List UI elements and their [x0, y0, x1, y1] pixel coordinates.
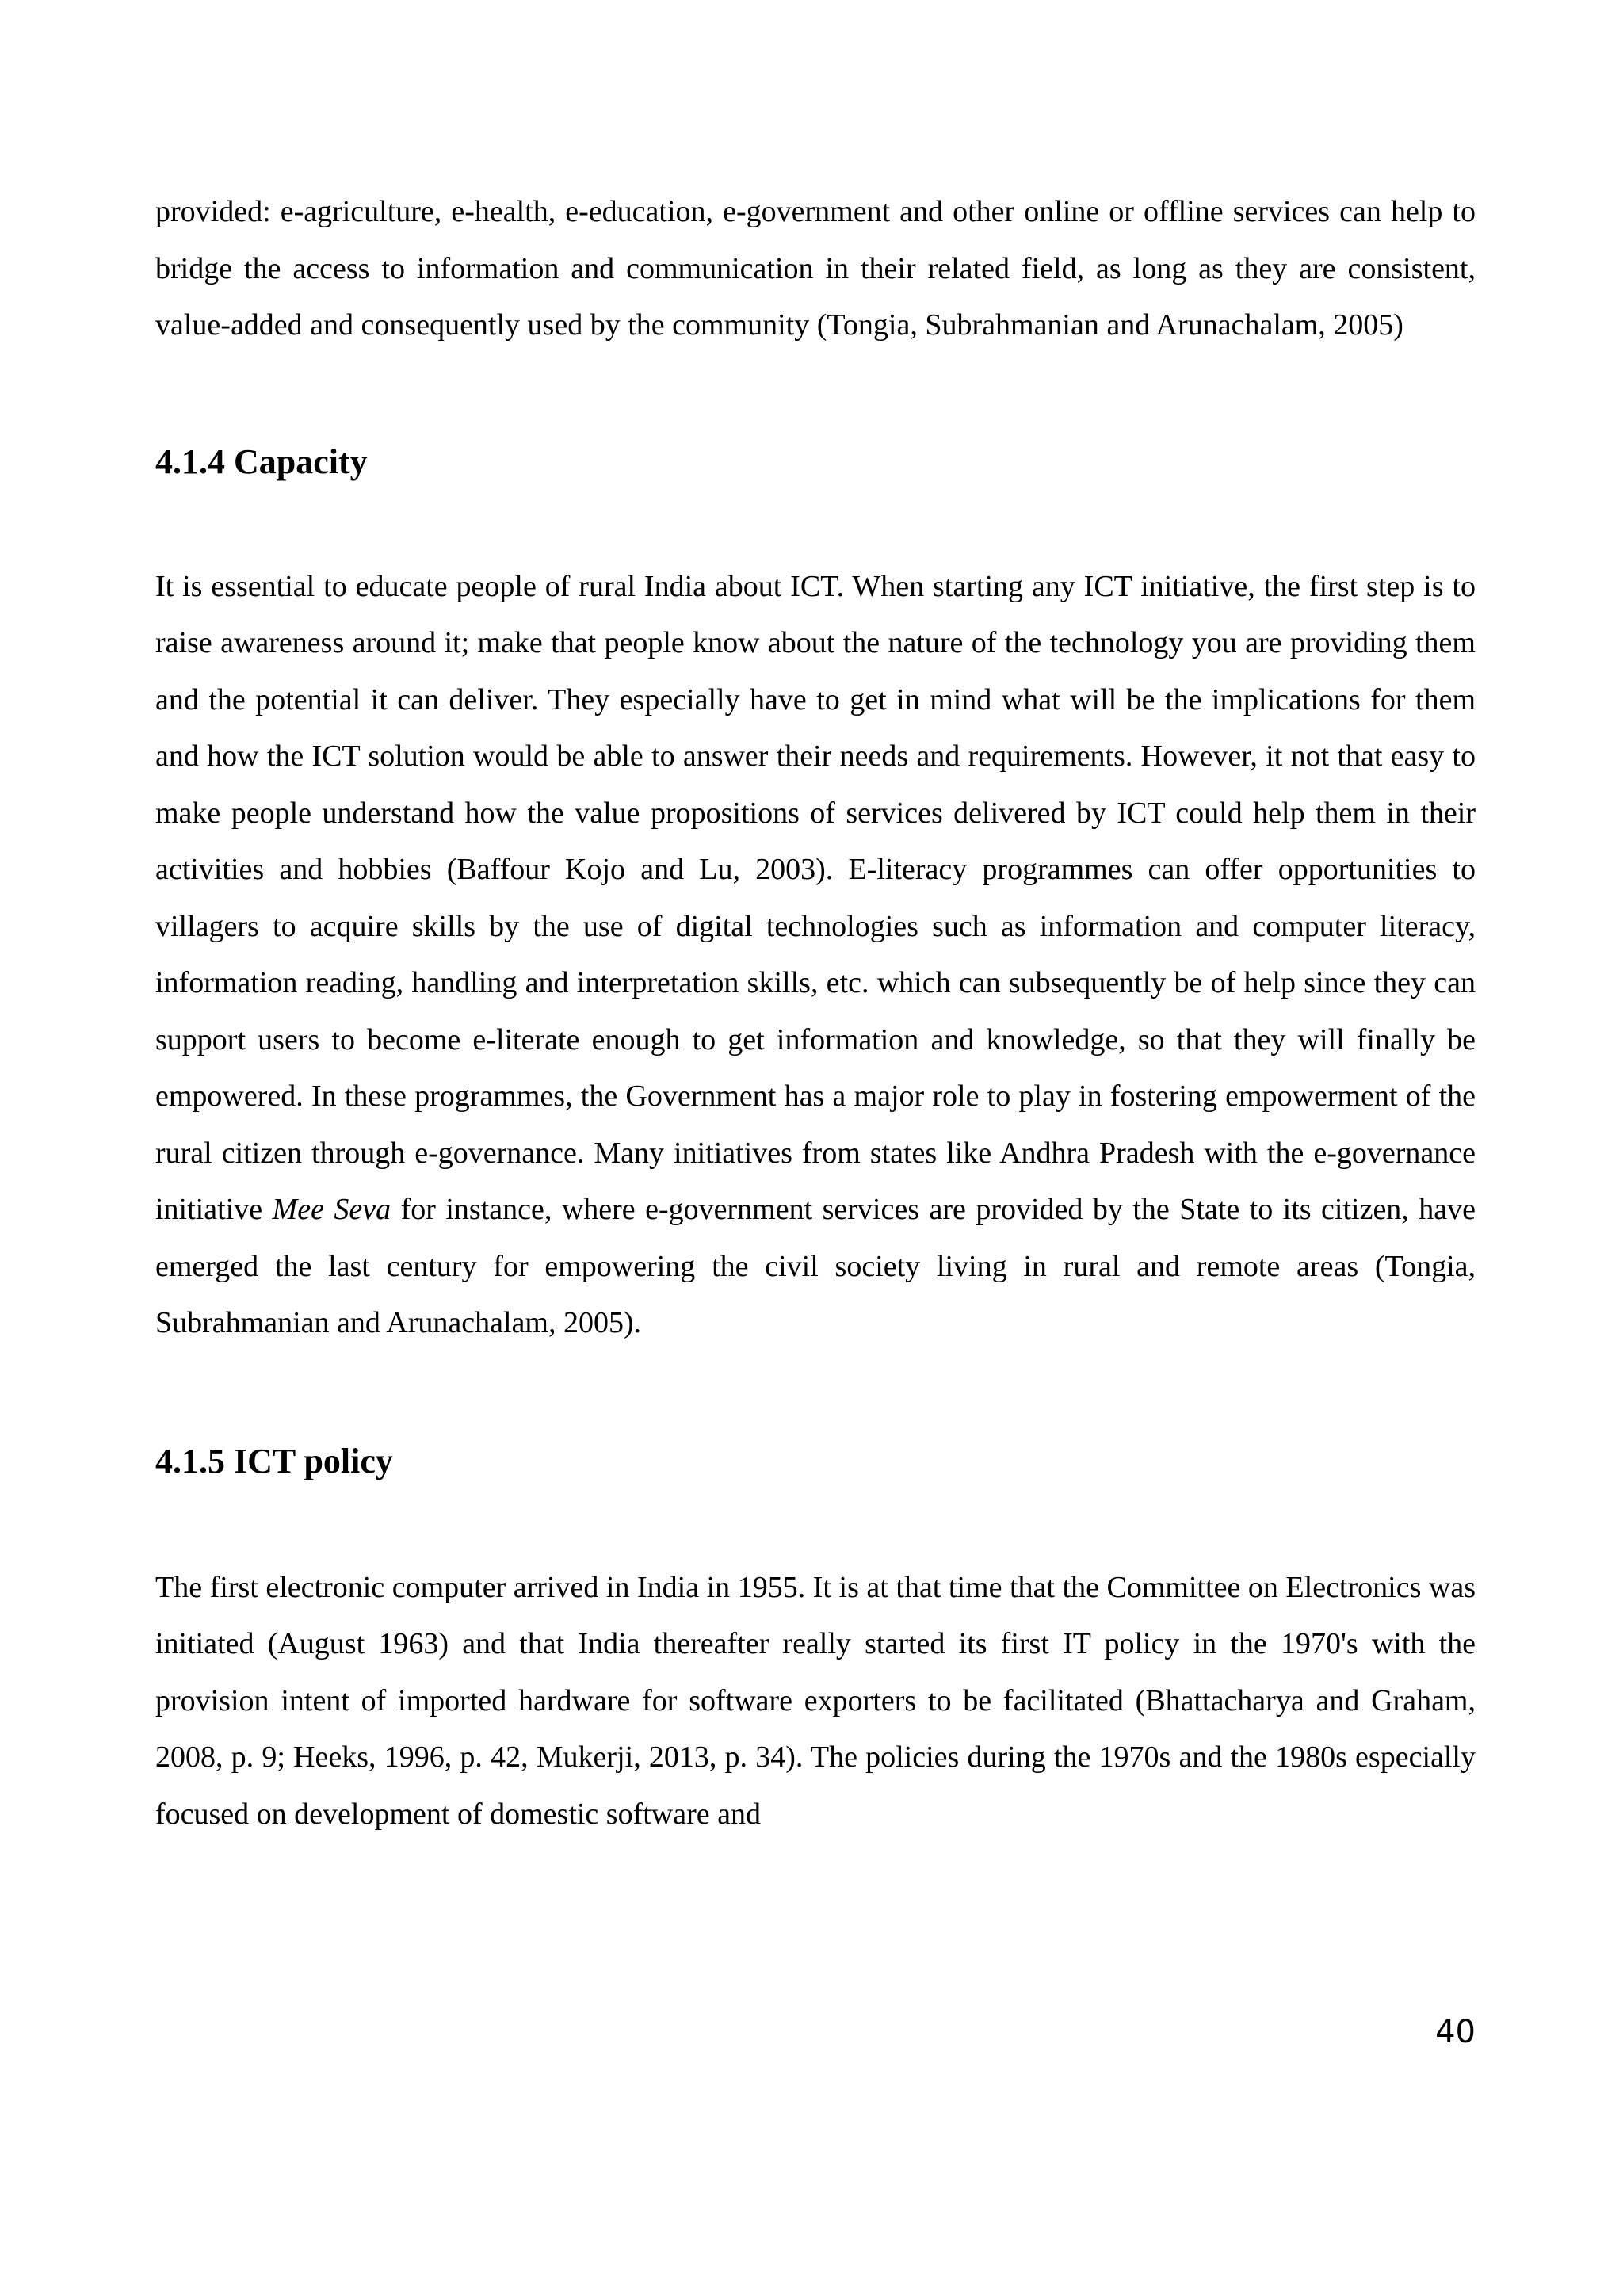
section-heading-ict-policy: 4.1.5 ICT policy: [155, 1441, 393, 1480]
page-number: 40: [1435, 2014, 1476, 2050]
paragraph-intro-text: provided: e-agriculture, e-health, e-education, e-government and other online or offline services can help to bridge the access to information and communication in their related field, as long as they are consistent, value-added and consequently used by the community (Tongia, Subrahmanian and Arunachalam, 2005): [155, 195, 1476, 342]
page-content: [155, 184, 1476, 1843]
paragraph-capacity: [155, 559, 1476, 1352]
paragraph-capacity-text-1: It is essential to educate people of rural India about ICT. When starting any ICT initiative, the first step is to raise awareness around it; make that people know about the nature of the technology you are providing them and the potential it can deliver. They especially have to get in mind what will be the implications for them and how the ICT solution would be able to answer their needs and requirements. However, it not that easy to make people understand how the value propositions of services delivered by ICT could help them in their activities and hobbies (Baffour Kojo and Lu, 2003). E-literacy programmes can offer opportunities to villagers to acquire skills by the use of digital technologies such as information and computer literacy, information reading, handling and interpretation skills, etc. which can subsequently be of help since they can support users to become e-literate enough to get information and knowledge, so that they will finally be empowered. In these programmes, the Government has a major role to play in fostering empowerment of the rural citizen through e-governance. Many initiatives from states like Andhra Pradesh with the e-governance initiative: [155, 569, 1476, 1226]
section-heading-capacity: 4.1.4 Capacity: [155, 441, 368, 481]
paragraph-ict-policy: [155, 1560, 1476, 1843]
paragraph-capacity-text-2: for instance, where e-government services are provided by the State to its citizen, have emerged the last century for empowering the civil society living in rural and remote areas (Tongia, Subrahmanian and Arunachalam, 2005).: [155, 1193, 1476, 1339]
paragraph-ict-policy-text: The first electronic computer arrived in India in 1955. It is at that time that the Committee on Electronics was initiated (August 1963) and that India thereafter really started its first IT policy in the 1970's with the provision intent of imported hardware for software exporters to be facilitated (Bhattacharya and Graham, 2008, p. 9; Heeks, 1996, p. 42, Mukerji, 2013, p. 34). The policies during the 1970s and the 1980s especially focused on development of domestic software and: [155, 1570, 1476, 1831]
paragraph-intro: [155, 184, 1476, 354]
paragraph-capacity-italic: Mee Seva: [272, 1193, 391, 1226]
